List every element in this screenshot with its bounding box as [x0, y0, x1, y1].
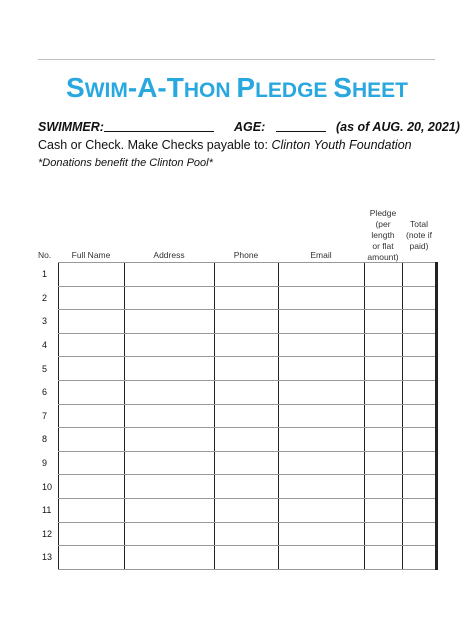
table-row: [38, 451, 436, 475]
phone-cell[interactable]: [214, 522, 278, 546]
full-name-cell[interactable]: [58, 286, 124, 310]
full-name-cell[interactable]: [58, 451, 124, 475]
pledge-cell[interactable]: [364, 263, 402, 287]
address-cell[interactable]: [124, 546, 214, 570]
phone-cell[interactable]: [214, 546, 278, 570]
full-name-cell[interactable]: [58, 310, 124, 334]
col-header-phone: Phone: [233, 250, 259, 260]
as-of-date: (as of AUG. 20, 2021): [336, 120, 460, 134]
row-number: 1: [42, 269, 48, 280]
phone-cell[interactable]: [214, 263, 278, 287]
pledge-line-2: (per length: [371, 219, 395, 240]
address-cell[interactable]: [124, 404, 214, 428]
total-cell[interactable]: [402, 333, 436, 357]
phone-cell[interactable]: [214, 404, 278, 428]
pledge-cell[interactable]: [364, 428, 402, 452]
payment-line: [38, 138, 412, 152]
row-number: 11: [42, 505, 52, 516]
age-label: AGE:: [234, 120, 266, 134]
email-cell[interactable]: [278, 522, 364, 546]
full-name-cell[interactable]: [58, 263, 124, 287]
col-header-pledge: [364, 208, 402, 263]
table-row: [38, 475, 436, 499]
title-part: P: [236, 72, 256, 103]
swimmer-name-field[interactable]: [104, 131, 214, 132]
phone-cell[interactable]: [214, 428, 278, 452]
address-cell[interactable]: [124, 475, 214, 499]
donations-note: *Donations benefit the Clinton Pool*: [38, 157, 213, 169]
email-cell[interactable]: [278, 475, 364, 499]
pledge-cell[interactable]: [364, 498, 402, 522]
email-cell[interactable]: [278, 546, 364, 570]
title-part: S: [333, 72, 352, 103]
address-cell[interactable]: [124, 428, 214, 452]
table-row: [38, 498, 436, 522]
row-number: 8: [42, 434, 48, 445]
table-row: [38, 522, 436, 546]
total-cell[interactable]: [402, 286, 436, 310]
phone-cell[interactable]: [214, 451, 278, 475]
email-cell[interactable]: [278, 310, 364, 334]
row-number: 13: [42, 552, 53, 563]
table-row: [38, 357, 436, 381]
full-name-cell[interactable]: [58, 522, 124, 546]
row-number: 5: [42, 363, 48, 374]
total-cell[interactable]: [402, 404, 436, 428]
phone-cell[interactable]: [214, 310, 278, 334]
table-row: [38, 428, 436, 452]
row-number: 7: [42, 410, 48, 421]
row-number: 3: [42, 316, 48, 327]
total-cell[interactable]: [402, 498, 436, 522]
total-cell[interactable]: [402, 475, 436, 499]
title-part: WIM: [84, 79, 128, 102]
title-part: -A-: [127, 72, 167, 103]
email-cell[interactable]: [278, 404, 364, 428]
full-name-cell[interactable]: [58, 498, 124, 522]
row-number: 6: [42, 387, 48, 398]
pledge-cell[interactable]: [364, 546, 402, 570]
total-cell[interactable]: [402, 310, 436, 334]
full-name-cell[interactable]: [58, 404, 124, 428]
pledge-line-1: Pledge: [369, 208, 397, 218]
full-name-cell[interactable]: [58, 475, 124, 499]
pledge-cell[interactable]: [364, 380, 402, 404]
email-cell[interactable]: [278, 428, 364, 452]
address-cell[interactable]: [124, 333, 214, 357]
total-line-2: (note if: [406, 230, 432, 240]
email-cell[interactable]: [278, 263, 364, 287]
address-cell[interactable]: [124, 451, 214, 475]
age-field[interactable]: [276, 131, 326, 132]
table-row: [38, 404, 436, 428]
address-cell[interactable]: [124, 380, 214, 404]
row-number: 10: [42, 481, 53, 492]
title-part: HEET: [351, 79, 408, 102]
table-row: [38, 333, 436, 357]
full-name-cell[interactable]: [58, 333, 124, 357]
address-cell[interactable]: [124, 498, 214, 522]
table-row: [38, 546, 436, 570]
checks-instruction: Cash or Check. Make Checks payable to:: [38, 138, 268, 152]
email-cell[interactable]: [278, 357, 364, 381]
title-part: HON: [183, 79, 237, 102]
full-name-cell[interactable]: [58, 357, 124, 381]
col-header-address: Address: [153, 250, 185, 260]
phone-cell[interactable]: [214, 498, 278, 522]
pledge-cell[interactable]: [364, 310, 402, 334]
title-part: S: [66, 72, 85, 103]
email-cell[interactable]: [278, 333, 364, 357]
total-line-3: paid): [409, 241, 429, 251]
email-cell[interactable]: [278, 451, 364, 475]
pledge-cell[interactable]: [364, 333, 402, 357]
pledge-cell[interactable]: [364, 286, 402, 310]
total-cell[interactable]: [402, 357, 436, 381]
full-name-cell[interactable]: [58, 428, 124, 452]
total-cell[interactable]: [402, 428, 436, 452]
pledge-cell[interactable]: [364, 522, 402, 546]
address-cell[interactable]: [124, 286, 214, 310]
full-name-cell[interactable]: [58, 380, 124, 404]
full-name-cell[interactable]: [58, 546, 124, 570]
pledge-cell[interactable]: [364, 451, 402, 475]
title-part: LEDGE: [255, 79, 334, 102]
row-number: 4: [42, 340, 48, 351]
top-divider: [38, 59, 435, 60]
swimmer-label: SWIMMER:: [38, 120, 104, 134]
title-part: T: [166, 72, 184, 103]
row-number: 2: [42, 292, 48, 303]
pledge-cell[interactable]: [364, 357, 402, 381]
address-cell[interactable]: [124, 522, 214, 546]
phone-cell[interactable]: [214, 475, 278, 499]
total-cell[interactable]: [402, 380, 436, 404]
total-cell[interactable]: [402, 451, 436, 475]
pledge-cell[interactable]: [364, 475, 402, 499]
row-number: 9: [42, 458, 48, 469]
address-cell[interactable]: [124, 310, 214, 334]
total-cell[interactable]: [402, 522, 436, 546]
table-row: [38, 263, 436, 287]
pledge-line-4: amount): [367, 252, 399, 262]
col-header-full-name: Full Name: [71, 250, 111, 260]
total-cell[interactable]: [402, 546, 436, 570]
address-cell[interactable]: [124, 357, 214, 381]
phone-cell[interactable]: [214, 333, 278, 357]
payee-name: Clinton Youth Foundation: [271, 138, 412, 152]
swimmer-line: [38, 120, 460, 136]
email-cell[interactable]: [278, 380, 364, 404]
address-cell[interactable]: [124, 263, 214, 287]
table-row: [38, 286, 436, 310]
email-cell[interactable]: [278, 286, 364, 310]
phone-cell[interactable]: [214, 380, 278, 404]
col-header-email: Email: [310, 250, 332, 260]
row-number: 12: [42, 528, 53, 539]
col-header-no: No.: [38, 250, 52, 260]
phone-cell[interactable]: [214, 357, 278, 381]
pledge-table: [38, 262, 438, 570]
total-cell[interactable]: [402, 263, 436, 287]
table-row: [38, 310, 436, 334]
pledge-cell[interactable]: [364, 404, 402, 428]
pledge-line-3: or flat: [372, 241, 394, 251]
table-row: [38, 380, 436, 404]
phone-cell[interactable]: [214, 286, 278, 310]
page-title: [40, 74, 434, 102]
total-line-1: Total: [410, 219, 428, 229]
email-cell[interactable]: [278, 498, 364, 522]
col-header-total: [402, 219, 436, 252]
